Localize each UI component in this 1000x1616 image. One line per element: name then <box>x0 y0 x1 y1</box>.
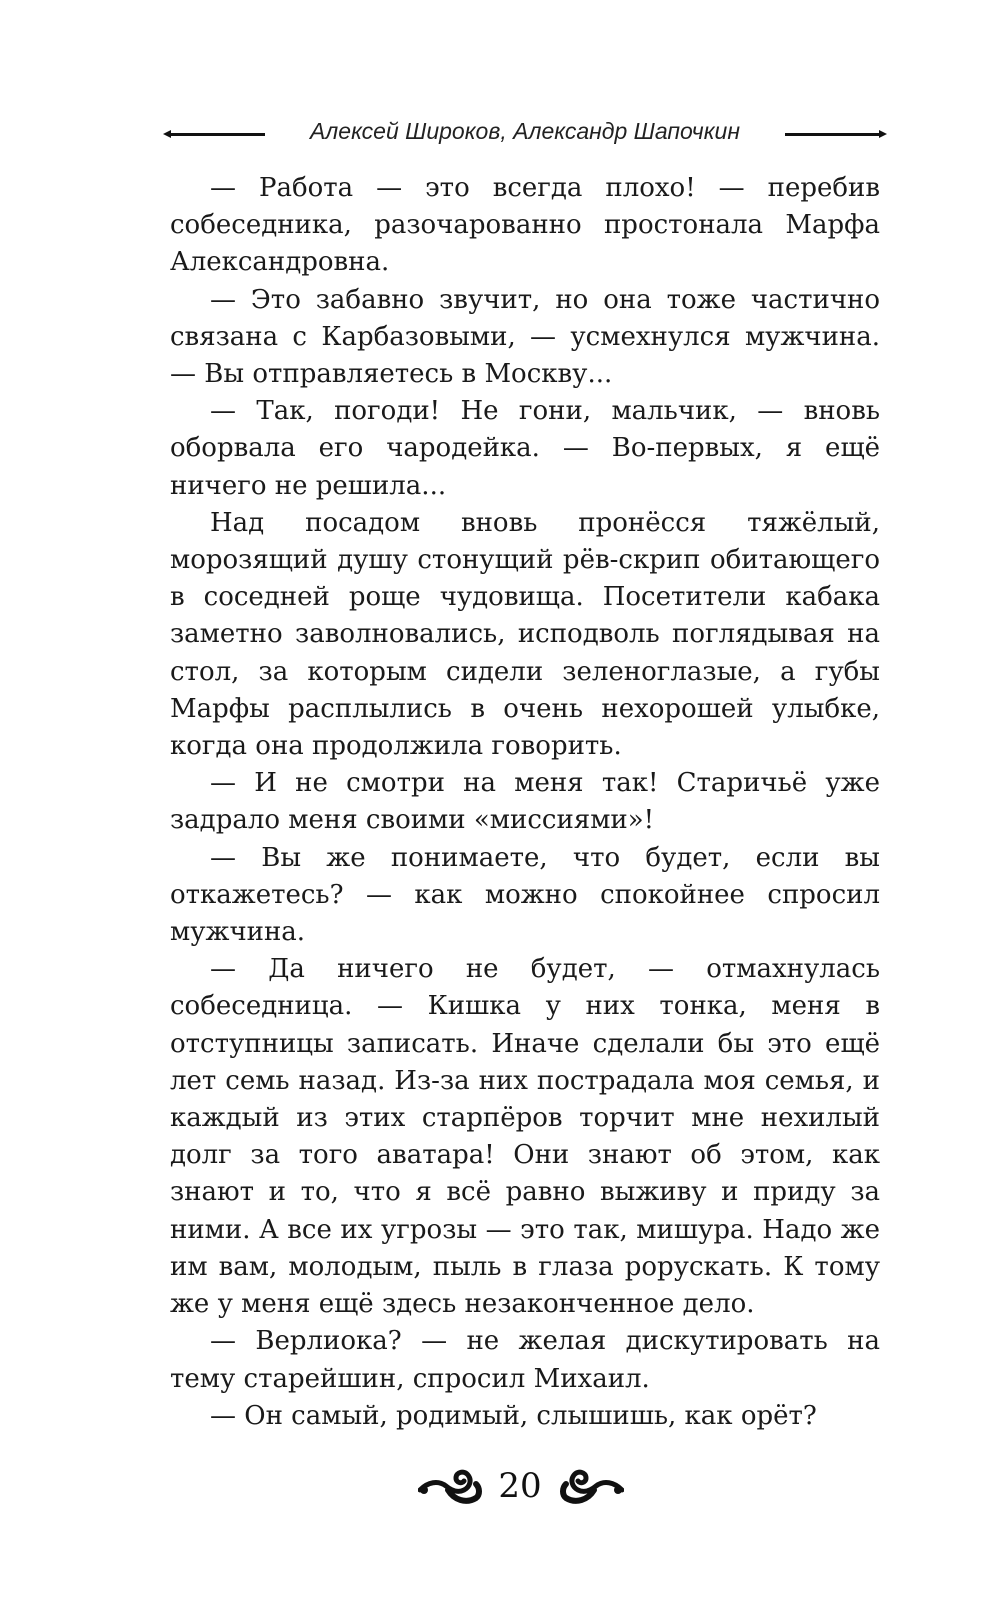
paragraph: — Вы же понимаете, что будет, если вы откажетесь? — как можно спокойнее спросил мужчина. <box>170 842 880 948</box>
header-rule-left <box>170 133 265 136</box>
page-number: 20 <box>498 1466 542 1506</box>
right-scroll-ornament-icon <box>560 1460 624 1508</box>
header-rule-right <box>785 133 880 136</box>
page-footer <box>0 1458 1000 1518</box>
left-scroll-ornament-icon <box>418 1460 482 1508</box>
header-authors: Алексей Широков, Александр Шапочкин <box>309 118 741 144</box>
paragraph: — Да ничего не будет, — отмахнулась собеседница. — Кишка у них тонка, меня в отступницы записать. Иначе сделали бы это ещё лет семь назад. Из-за них пострадала моя семья, и каждый из этих старпёров торчит мне нехилый долг за того аватара! Они знают об этом, как знают и то, что я всё равно выживу и приду за ними. А все их угрозы — это так, мишура. Надо же им вам, молодым, пыль в глаза popускать. К тому же у меня ещё здесь незаконченное дело. <box>170 954 880 1320</box>
paragraph: — Так, погоди! Не гони, мальчик, — вновь оборвала его чародейка. — Во-первых, я ещё ничего не решила... <box>170 396 880 501</box>
body-text <box>170 170 880 1435</box>
paragraph: — И не смотри на меня так! Старичьё уже задрало меня своими «миссиями»! <box>170 768 880 836</box>
paragraph: Над посадом вновь пронёсся тяжёлый, морозящий душу стонущий рёв-скрип обитающего в соседней роще чудовища. Посетители кабака заметно заволновались, исподволь поглядывая на стол, за которым сидели зеленоглазые, а губы Марфы расплылись в очень нехорошей улыбке, когда она продолжила говорить. <box>170 507 880 762</box>
running-header <box>170 116 880 146</box>
paragraph: — Работа — это всегда плохо! — перебив собеседника, разочарованно простонала Марфа Александровна. <box>170 173 880 278</box>
paragraph: — Это забавно звучит, но она тоже частично связана с Карбазовыми, — усмехнулся мужчина. — Вы отправляетесь в Москву... <box>170 284 880 390</box>
paragraph: — Он самый, родимый, слышишь, как орёт? <box>210 1400 817 1431</box>
paragraph: — Верлиока? — не желая дискутировать на тему старейшин, спросил Михаил. <box>170 1326 880 1394</box>
